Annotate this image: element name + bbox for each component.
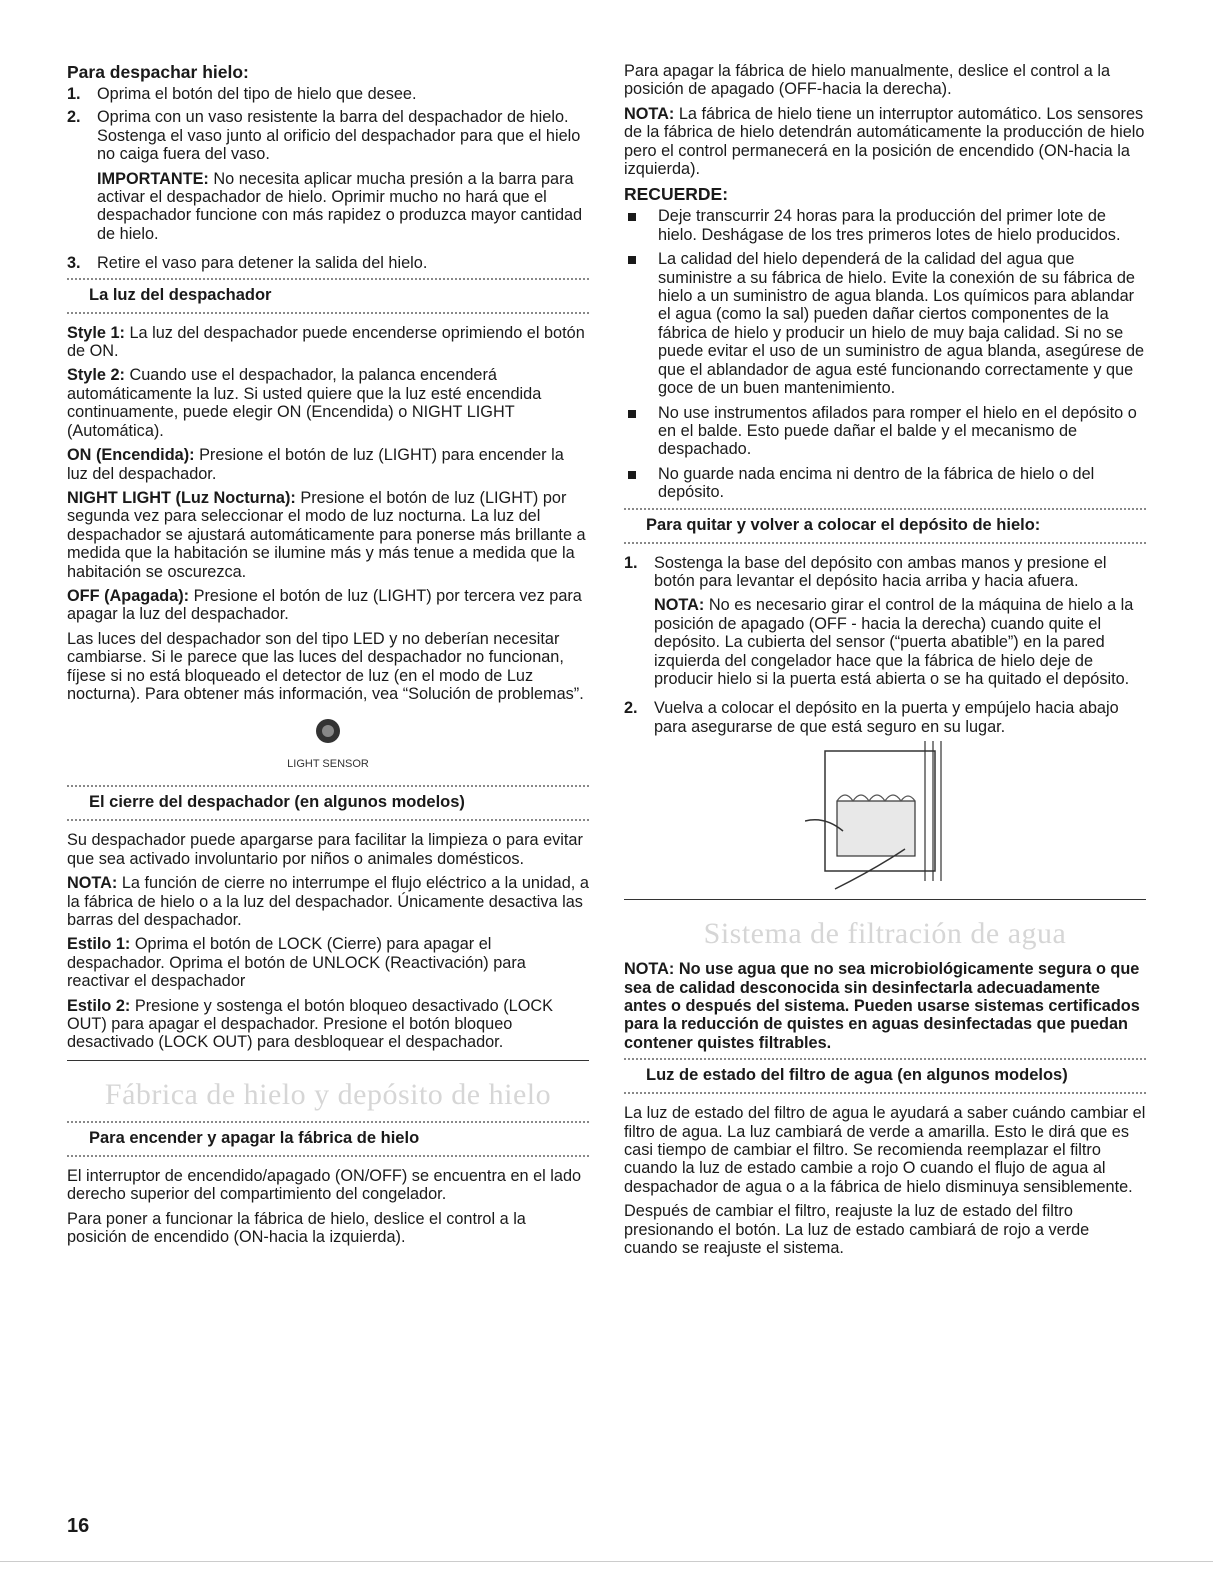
page-number: 16 (67, 1515, 90, 1537)
section-bar-encender (67, 1121, 589, 1157)
bullet-square-icon (628, 471, 636, 479)
ice-bin-illustration (805, 741, 965, 891)
left-column (67, 62, 589, 1252)
subheading: Para quitar y volver a colocar el depósito de hielo: (646, 515, 1041, 534)
bullet-square-icon (628, 410, 636, 418)
bullet-square-icon (628, 213, 636, 221)
paragraph-cierre: Su despachador puede apargarse para facilitar la limpieza o para evitar que sea activado involuntario por niños o animales domésticos. (67, 831, 583, 868)
section-title-filtracion: Sistema de filtración de agua (624, 899, 1146, 954)
list-item: La calidad del hielo dependerá de la calidad del agua que suministre a su fábrica de hielo. Evite la conexión de su fábrica de hielo a un suministro de agua blanda. Los químicos para ablandar el agua (como la sal) pueden dañar ciertos componentes de la fábrica de hielo y producir un hielo de muy baja calidad. Si no se puede evitar el uso de un suministro de agua blanda, asegúrese de que el ablandador de agua esté funcionando correctamente y que goce de un buen mantenimiento. (624, 250, 1146, 397)
bottom-rule (0, 1561, 1213, 1562)
list-item: No use instrumentos afilados para romper el hielo en el depósito o en el balde. Esto puede dañar el balde y el mecanismo de despachado. (624, 404, 1146, 459)
step-number: 3. (67, 254, 81, 273)
heading-despachar-hielo: Para despachar hielo: (67, 62, 249, 82)
paragraph-off: OFF (Apagada): Presione el botón de luz (LIGHT) por tercera vez para apagar la luz del despachador. (67, 586, 582, 624)
section-bar-luz (67, 278, 589, 314)
paragraph-interruptor: El interruptor de encendido/apagado (ON/OFF) se encuentra en el lado derecho superior del compartimiento del congelador. (67, 1166, 582, 1204)
right-column (624, 62, 1146, 1263)
paragraph-night-light: NIGHT LIGHT (Luz Nocturna): Presione el botón de luz (LIGHT) por segunda vez para seleccionar el modo de luz nocturna. La luz del despachador se ajustará automáticamente para ponerse más brillante a medida que la habitación se ilumine más y más tenue a medida que la habitación se oscurezca. (67, 488, 586, 581)
step-text: Oprima el botón del tipo de hielo que desee. (97, 85, 417, 103)
step-number: 2. (67, 108, 81, 127)
step-text: Sostenga la base del depósito con ambas manos y presione el botón para levantar el depósito hacia arriba y hacia afuera. (654, 553, 1107, 590)
paragraph-estilo2: Estilo 2: Presione y sostenga el botón bloqueo desactivado (LOCK OUT) para apagar el despachador. Presione el botón bloqueo desactivado (LOCK OUT) para desbloquear el despachador. (67, 996, 554, 1052)
steps-list (67, 85, 589, 273)
paragraph-filtro-1: La luz de estado del filtro de agua le ayudará a saber cuándo cambiar el filtro de agua. La luz cambiará de verde a amarilla. Esto le dirá que es casi tiempo de cambiar el filtro. Se recomienda reemplazar el filtro cuando la luz de estado cambie a rojo O cuando el flujo de agua al despachador de agua o a la fábrica de hielo disminuya sensiblemente. (624, 1104, 1146, 1196)
list-item (67, 108, 589, 249)
step-text: Oprima con un vaso resistente la barra del despachador de hielo. Sostenga el vaso junto al orificio del despachador para que el hielo no caiga fuera del vaso. (97, 108, 581, 164)
subheading: La luz del despachador (89, 285, 272, 304)
paragraph-led: Las luces del despachador son del tipo LED y no deberían necesitar cambiarse. Si le parece que las luces del despachador no funcionan, fíjese si no está bloqueado el detector de luz (en el modo de Luz nocturna). Para obtener más información, vea “Solución de problemas”. (67, 629, 584, 703)
paragraph-estilo1: Estilo 1: Oprima el botón de LOCK (Cierre) para apagar el despachador. Oprima el botón de UNLOCK (Reactivación) para reactivar el despachador (67, 935, 526, 991)
paragraph-on: ON (Encendida): Presione el botón de luz (LIGHT) para encender la luz del despachador. (67, 446, 564, 483)
list-item: No guarde nada encima ni dentro de la fábrica de hielo o del depósito. (624, 465, 1146, 502)
list-item (624, 699, 1146, 736)
subheading: El cierre del despachador (en algunos modelos) (89, 793, 465, 812)
paragraph-style1: Style 1: La luz del despachador puede encenderse oprimiendo el botón de ON. (67, 323, 585, 361)
paragraph-style2: Style 2: Cuando use el despachador, la palanca encenderá automáticamente la luz. Si usted quiere que la luz esté encendida continuamente, puede elegir ON (Encendida) o NIGHT LIGHT (Automática). (67, 366, 542, 440)
step-text: Retire el vaso para detener la salida del hielo. (97, 254, 428, 273)
bullet-list (624, 207, 1146, 501)
step-note: NOTA: No es necesario girar el control de la máquina de hielo a la posición de apagado (OFF - hacia la derecha) cuando quite el depósito. La cubierta del sensor (“puerta abatible”) en la pared izquierda del congelador hace que la fábrica de hielo deje de producir hielo si la puerta está abierta o se ha quitado el depósito. (654, 596, 1134, 688)
paragraph-apagar: Para apagar la fábrica de hielo manualmente, deslice el control a la posición de apagado (OFF-hacia la derecha). (624, 62, 1111, 99)
section-title-fabrica: Fábrica de hielo y depósito de hielo (67, 1060, 589, 1115)
sensor-label: LIGHT SENSOR (287, 758, 369, 771)
step-number: 1. (624, 553, 638, 572)
paragraph-nota: NOTA: La función de cierre no interrumpe el flujo eléctrico a la unidad, a la fábrica de hielo o a la luz del despachador. Únicamente desactiva las barras del despachador. (67, 874, 589, 929)
heading-recuerde: RECUERDE: (624, 184, 729, 205)
section-bar-luz-filtro (624, 1058, 1146, 1094)
list-item: Deje transcurrir 24 horas para la producción del primer lote de hielo. Deshágase de los tres primeros lotes de hielo producidos. (624, 207, 1146, 244)
bullet-square-icon (628, 256, 636, 264)
section-bar-quitar (624, 508, 1146, 544)
list-item (67, 254, 589, 272)
paragraph-nota-bold: NOTA: No use agua que no sea microbiológicamente segura o que sea de calidad desconocida sin desinfectarla adecuadamente antes o después del sistema. Pueden usarse sistemas certificados para la reducción de quistes en aguas desinfectadas que puedan contener quistes filtrables. (624, 960, 1140, 1052)
section-bar-cierre (67, 785, 589, 821)
steps-list (624, 554, 1146, 737)
step-text: Vuelva a colocar el depósito en la puerta y empújelo hacia abajo para asegurarse de que está seguro en su lugar. (654, 699, 1119, 736)
step-number: 2. (624, 699, 638, 718)
light-sensor-illustration (283, 709, 373, 777)
subheading: Para encender y apagar la fábrica de hielo (89, 1128, 420, 1147)
step-number: 1. (67, 85, 81, 103)
subheading: Luz de estado del filtro de agua (en algunos modelos) (646, 1066, 1068, 1085)
important-note: IMPORTANTE: No necesita aplicar mucha presión a la barra para activar el despachador de hielo. Oprimir mucho no hará que el despachador funcione con más rapidez o produzca mayor cantidad de hielo. (97, 169, 583, 243)
paragraph-filtro-2: Después de cambiar el filtro, reajuste la luz de estado del filtro presionando el botón. La luz de estado cambiará de rojo a verde cuando se reajuste el sistema. (624, 1202, 1090, 1258)
paragraph-poner: Para poner a funcionar la fábrica de hielo, deslice el control a la posición de encendido (ON-hacia la izquierda). (67, 1209, 526, 1247)
list-item (67, 85, 589, 103)
paragraph-nota: NOTA: La fábrica de hielo tiene un interruptor automático. Los sensores de la fábrica de hielo detendrán automáticamente la producción de hielo pero el control permanecerá en la posición de encendido (ON-hacia la izquierda). (624, 104, 1145, 179)
list-item (624, 554, 1146, 695)
